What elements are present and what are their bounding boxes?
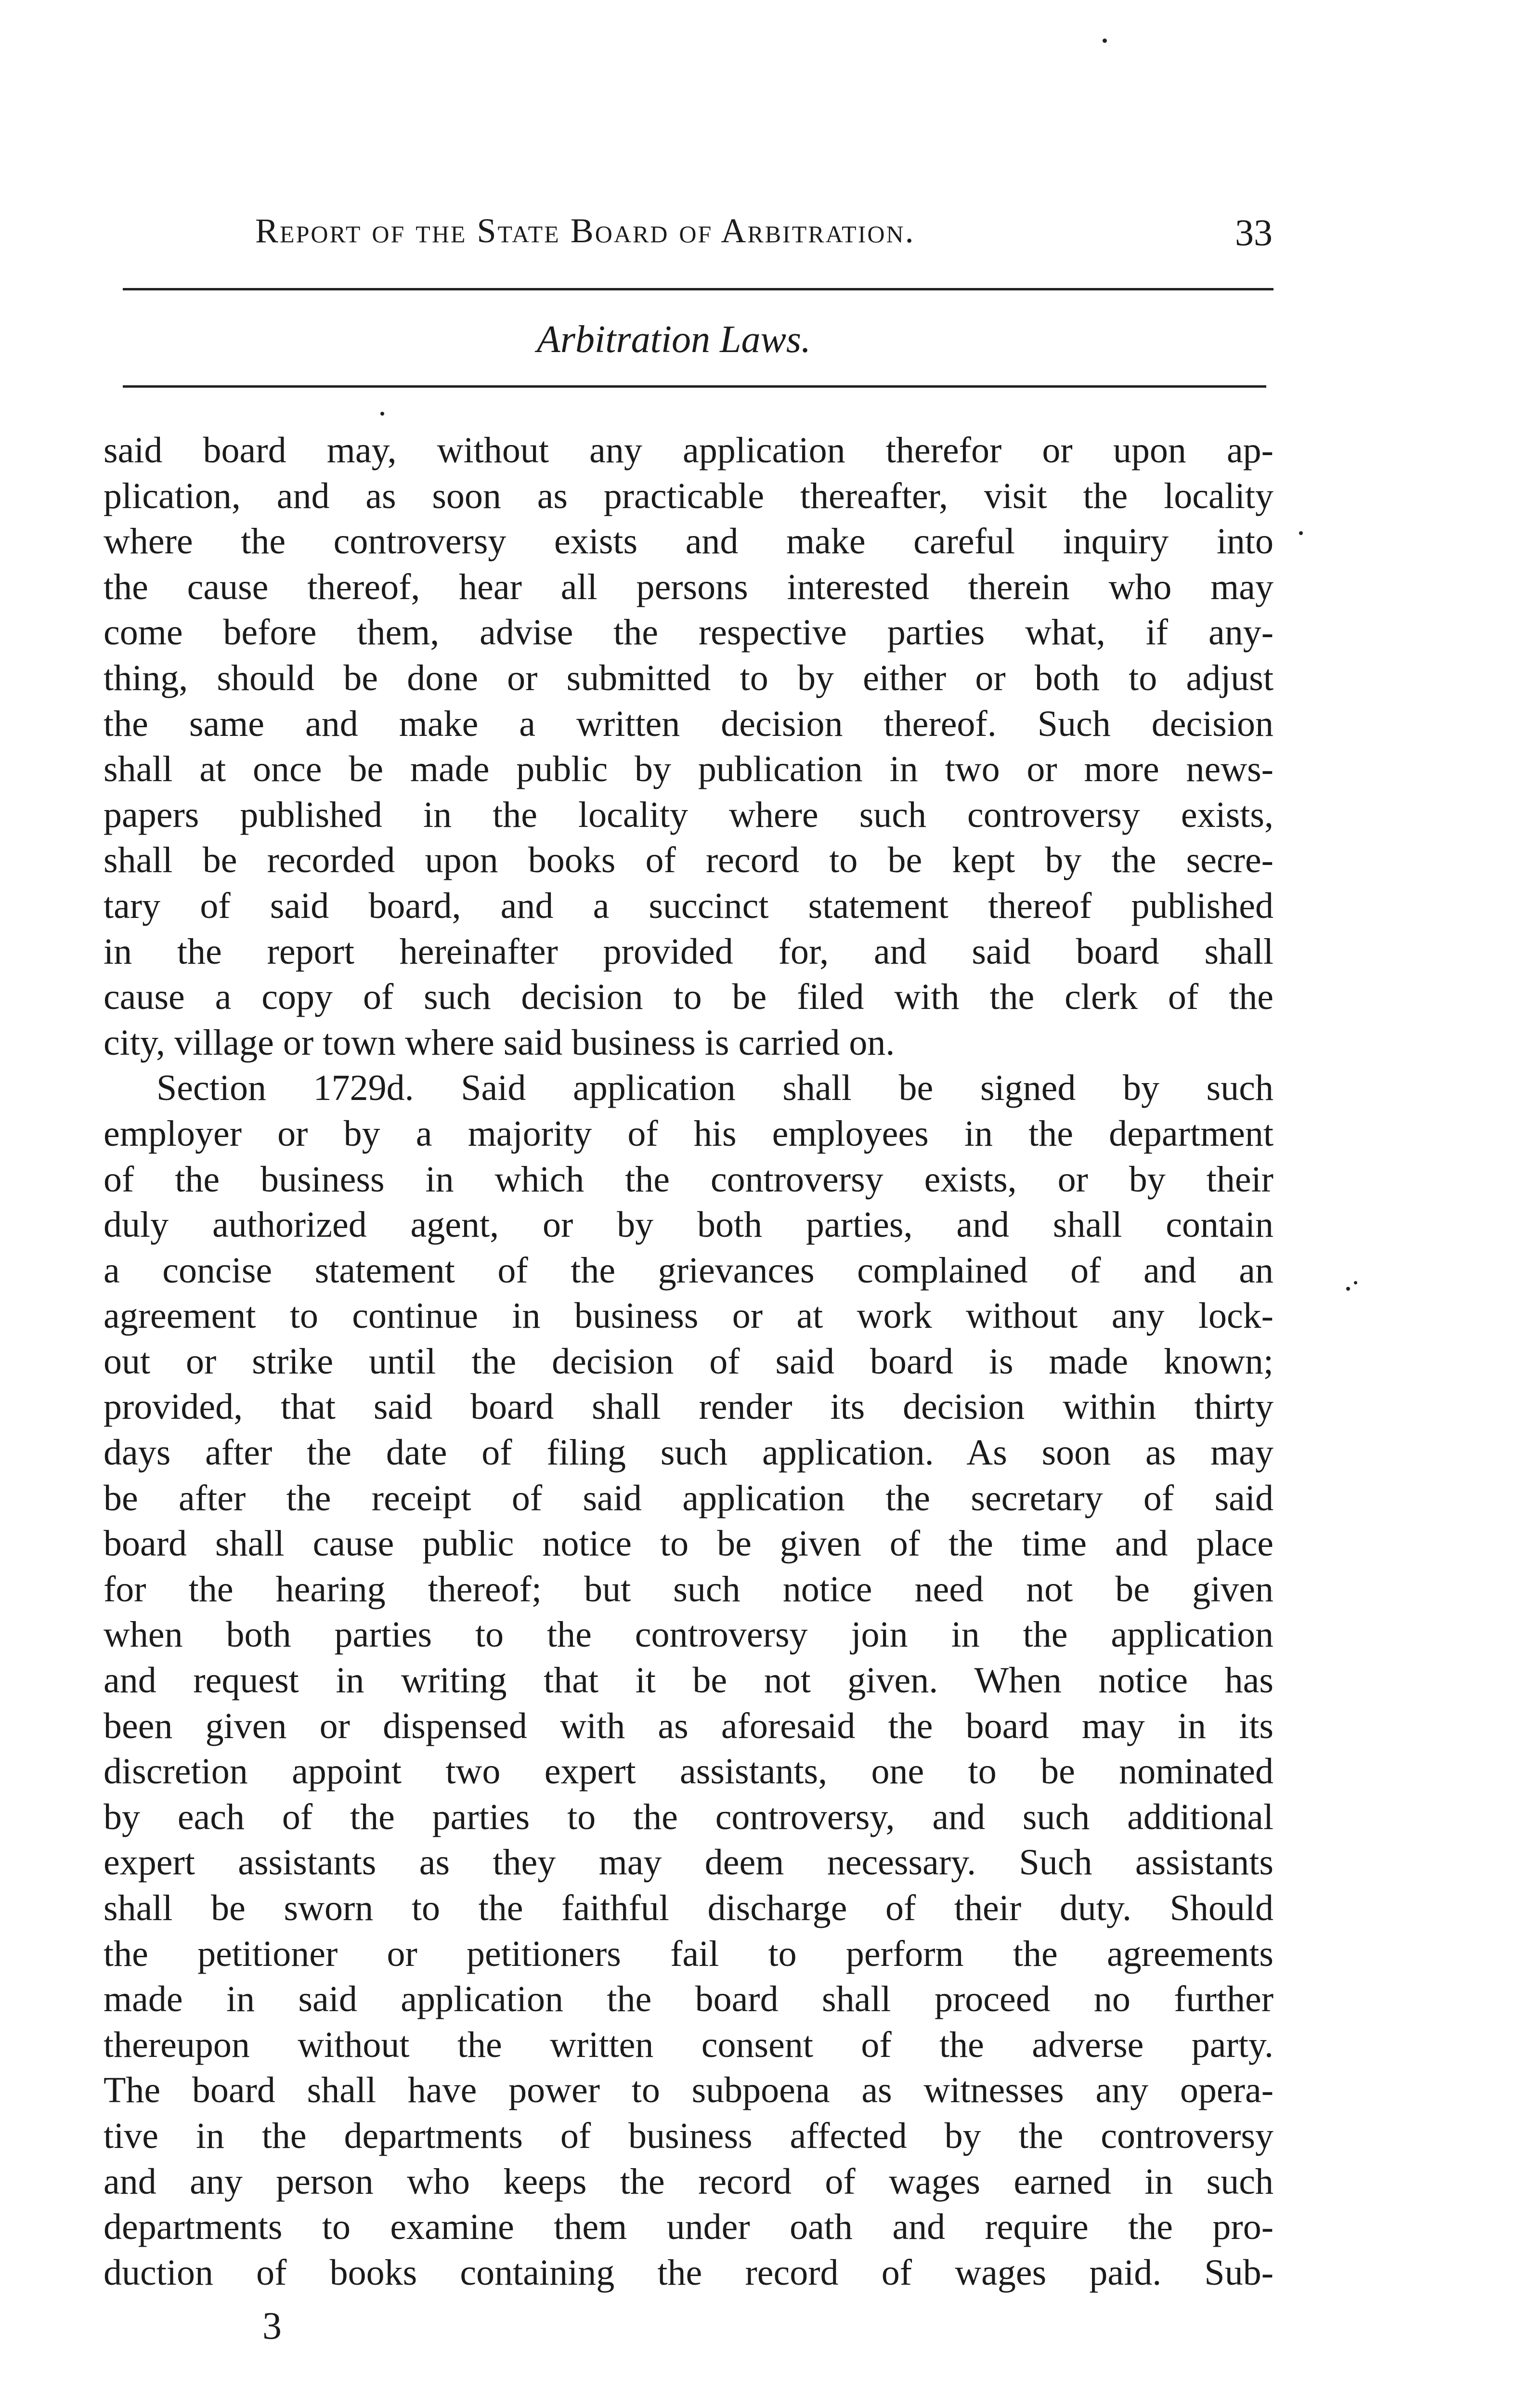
text-line: papers published in the locality where such controversy exists, (104, 794, 1273, 835)
text-line: be after the receipt of said application the secretary of said (104, 1478, 1273, 1518)
signature-mark: 3 (262, 2305, 282, 2347)
text-line: provided, that said board shall render its decision within thirty (104, 1387, 1273, 1427)
speck-mark (380, 412, 384, 416)
text-line: thing, should be done or submitted to by either or both to adjust (104, 657, 1273, 698)
text-line: by each of the parties to the controversy, and such additional (104, 1796, 1273, 1837)
text-line: shall at once be made public by publication in two or more news- (104, 749, 1273, 790)
text-line: said board may, without any application therefor or upon ap- (104, 430, 1273, 471)
text-line: been given or dispensed with as aforesaid the board may in its (104, 1705, 1273, 1746)
page-number: 33 (1235, 211, 1273, 253)
text-line: The board shall have power to subpoena as witnesses any opera- (104, 2070, 1273, 2111)
text-line: shall be sworn to the faithful discharge of their duty. Should (104, 1888, 1273, 1928)
text-line: cause a copy of such decision to be filed with the clerk of the (104, 977, 1273, 1018)
text-line: duly authorized agent, or by both parties, and shall contain (104, 1204, 1273, 1245)
text-line: where the controversy exists and make careful inquiry into (104, 521, 1273, 562)
text-line: thereupon without the written consent of the adverse party. (104, 2024, 1273, 2065)
speck-mark (1354, 1281, 1357, 1284)
section-title: Arbitration Laws. (537, 318, 811, 361)
running-head: Report of the State Board of Arbitration. (255, 211, 915, 250)
text-line: come before them, advise the respective parties what, if any- (104, 612, 1273, 653)
text-line: the same and make a written decision thereof. Such decision (104, 703, 1273, 744)
text-line: tary of said board, and a succinct statement thereof published (104, 885, 1273, 926)
text-line: the cause thereof, hear all persons interested therein who may (104, 566, 1273, 607)
text-line: made in said application the board shall proceed no further (104, 1979, 1273, 2020)
text-line: tive in the departments of business affected by the controversy (104, 2115, 1273, 2156)
text-line: and request in writing that it be not given. When notice has (104, 1660, 1273, 1701)
text-line: of the business in which the controversy exists, or by their (104, 1159, 1273, 1200)
speck-mark (1299, 531, 1303, 535)
text-line: agreement to continue in business or at work without any lock- (104, 1296, 1273, 1336)
text-line: employer or by a majority of his employees in the department (104, 1113, 1273, 1154)
text-line: departments to examine them under oath and require the pro- (104, 2207, 1273, 2248)
text-line: days after the date of filing such application. As soon as may (104, 1432, 1273, 1473)
text-line: city, village or town where said business is carried on. (104, 1022, 895, 1063)
header-rule-bottom (123, 385, 1266, 388)
text-line: when both parties to the controversy join in the application (104, 1614, 1273, 1655)
text-line: Section 1729d. Said application shall be signed by such (156, 1068, 1273, 1109)
text-line: in the report hereinafter provided for, and said board shall (104, 931, 1273, 972)
body-text (104, 428, 1273, 2295)
speck-mark (1346, 1287, 1350, 1291)
text-line: the petitioner or petitioners fail to perform the agreements (104, 1933, 1273, 1974)
text-line: a concise statement of the grievances complained of and an (104, 1250, 1273, 1291)
text-line: plication, and as soon as practicable thereafter, visit the locality (104, 475, 1273, 516)
text-line: for the hearing thereof; but such notice need not be given (104, 1569, 1273, 1610)
text-line: and any person who keeps the record of wages earned in such (104, 2161, 1273, 2202)
header-rule-top (123, 288, 1273, 290)
text-line: shall be recorded upon books of record to be kept by the secre- (104, 840, 1273, 881)
text-line: expert assistants as they may deem necessary. Such assistants (104, 1842, 1273, 1883)
text-line: out or strike until the decision of said board is made known; (104, 1341, 1273, 1382)
text-line: board shall cause public notice to be given of the time and place (104, 1523, 1273, 1564)
text-line: duction of books containing the record of wages paid. Sub- (104, 2252, 1273, 2293)
text-line: discretion appoint two expert assistants, one to be nominated (104, 1751, 1273, 1792)
speck-mark (1103, 39, 1107, 43)
